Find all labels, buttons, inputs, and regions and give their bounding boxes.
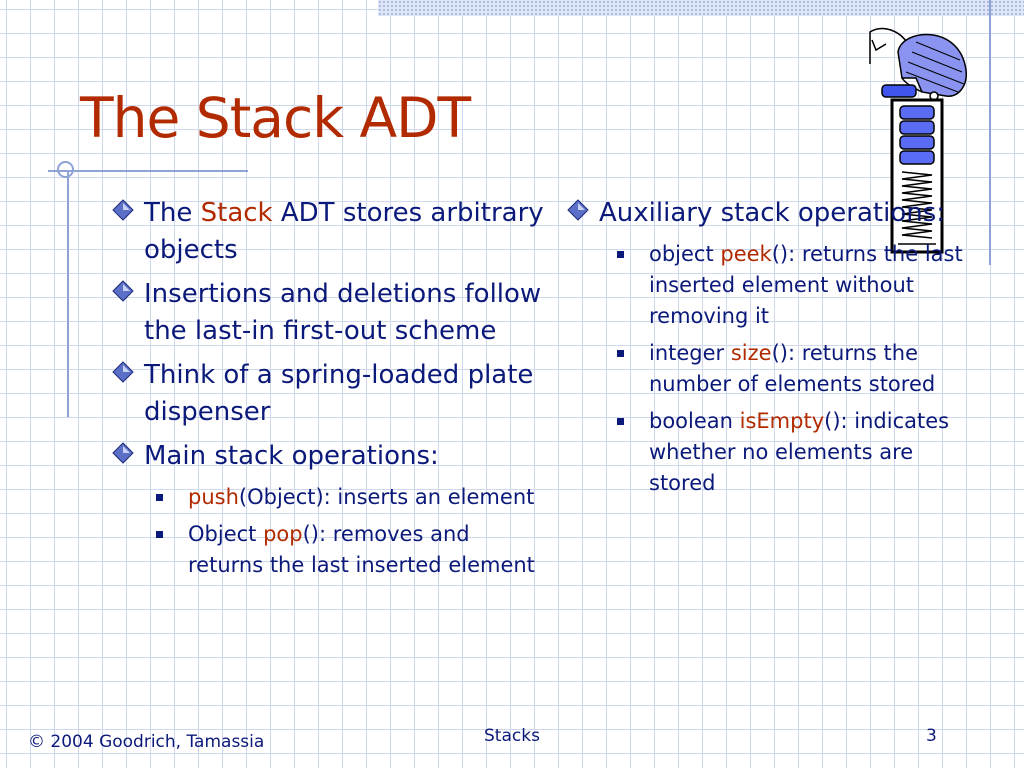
keyword: push bbox=[188, 485, 239, 509]
top-dotted-band bbox=[378, 0, 1024, 16]
text-segment: integer bbox=[649, 341, 731, 365]
square-bullet-icon bbox=[617, 350, 624, 357]
list-item bbox=[110, 438, 550, 475]
sub-list-item bbox=[110, 519, 550, 581]
left-column bbox=[110, 195, 550, 587]
text-segment: (): returns the number of elements stored bbox=[649, 341, 936, 396]
diamond-bullet-icon bbox=[112, 280, 134, 302]
text-segment: (): removes and returns the last inserted element bbox=[188, 522, 535, 577]
sub-list-item bbox=[565, 239, 985, 332]
diamond-bullet-icon bbox=[112, 442, 134, 464]
text-segment: The bbox=[144, 198, 201, 228]
page-number: 3 bbox=[926, 726, 937, 746]
text-segment: Think of a spring-loaded plate dispenser bbox=[144, 360, 534, 427]
sub-list-item bbox=[565, 406, 985, 499]
sub-list-item bbox=[565, 338, 985, 400]
square-bullet-icon bbox=[156, 531, 163, 538]
keyword: Stack bbox=[200, 198, 273, 228]
square-bullet-icon bbox=[617, 418, 624, 425]
text-segment: Object bbox=[188, 522, 264, 546]
text-segment: (): indicates whether no elements are stored bbox=[649, 409, 950, 495]
sub-list-item bbox=[110, 482, 550, 513]
ring-ornament-icon bbox=[57, 161, 74, 178]
right-vertical-rule bbox=[989, 0, 991, 265]
keyword: pop bbox=[263, 522, 303, 546]
list-item bbox=[110, 195, 550, 269]
diamond-bullet-icon bbox=[112, 199, 134, 221]
square-bullet-icon bbox=[156, 494, 163, 501]
text-segment: boolean bbox=[649, 409, 740, 433]
text-segment: Auxiliary stack operations: bbox=[599, 198, 946, 228]
right-column bbox=[565, 195, 985, 505]
list-item bbox=[110, 357, 550, 431]
text-segment: Insertions and deletions follow the last-in first-out scheme bbox=[144, 279, 542, 346]
footer-copyright: © 2004 Goodrich, Tamassia bbox=[28, 732, 265, 752]
text-segment: Main stack operations: bbox=[144, 441, 439, 471]
text-segment: ADT stores arbitrary objects bbox=[144, 198, 544, 265]
list-item bbox=[110, 276, 550, 350]
keyword: isEmpty bbox=[739, 409, 825, 433]
diamond-bullet-icon bbox=[112, 361, 134, 383]
footer-topic: Stacks bbox=[484, 726, 540, 746]
text-segment: (): returns the last inserted element without removing it bbox=[649, 242, 963, 328]
left-vertical-rule bbox=[67, 172, 69, 417]
text-segment: object bbox=[649, 242, 721, 266]
list-item bbox=[565, 195, 985, 232]
keyword: size bbox=[730, 341, 772, 365]
keyword: peek bbox=[720, 242, 772, 266]
diamond-bullet-icon bbox=[567, 199, 589, 221]
title-underline-rule bbox=[48, 170, 248, 172]
slide-title: The Stack ADT bbox=[80, 86, 471, 150]
text-segment: (Object): inserts an element bbox=[238, 485, 535, 509]
square-bullet-icon bbox=[617, 251, 624, 258]
